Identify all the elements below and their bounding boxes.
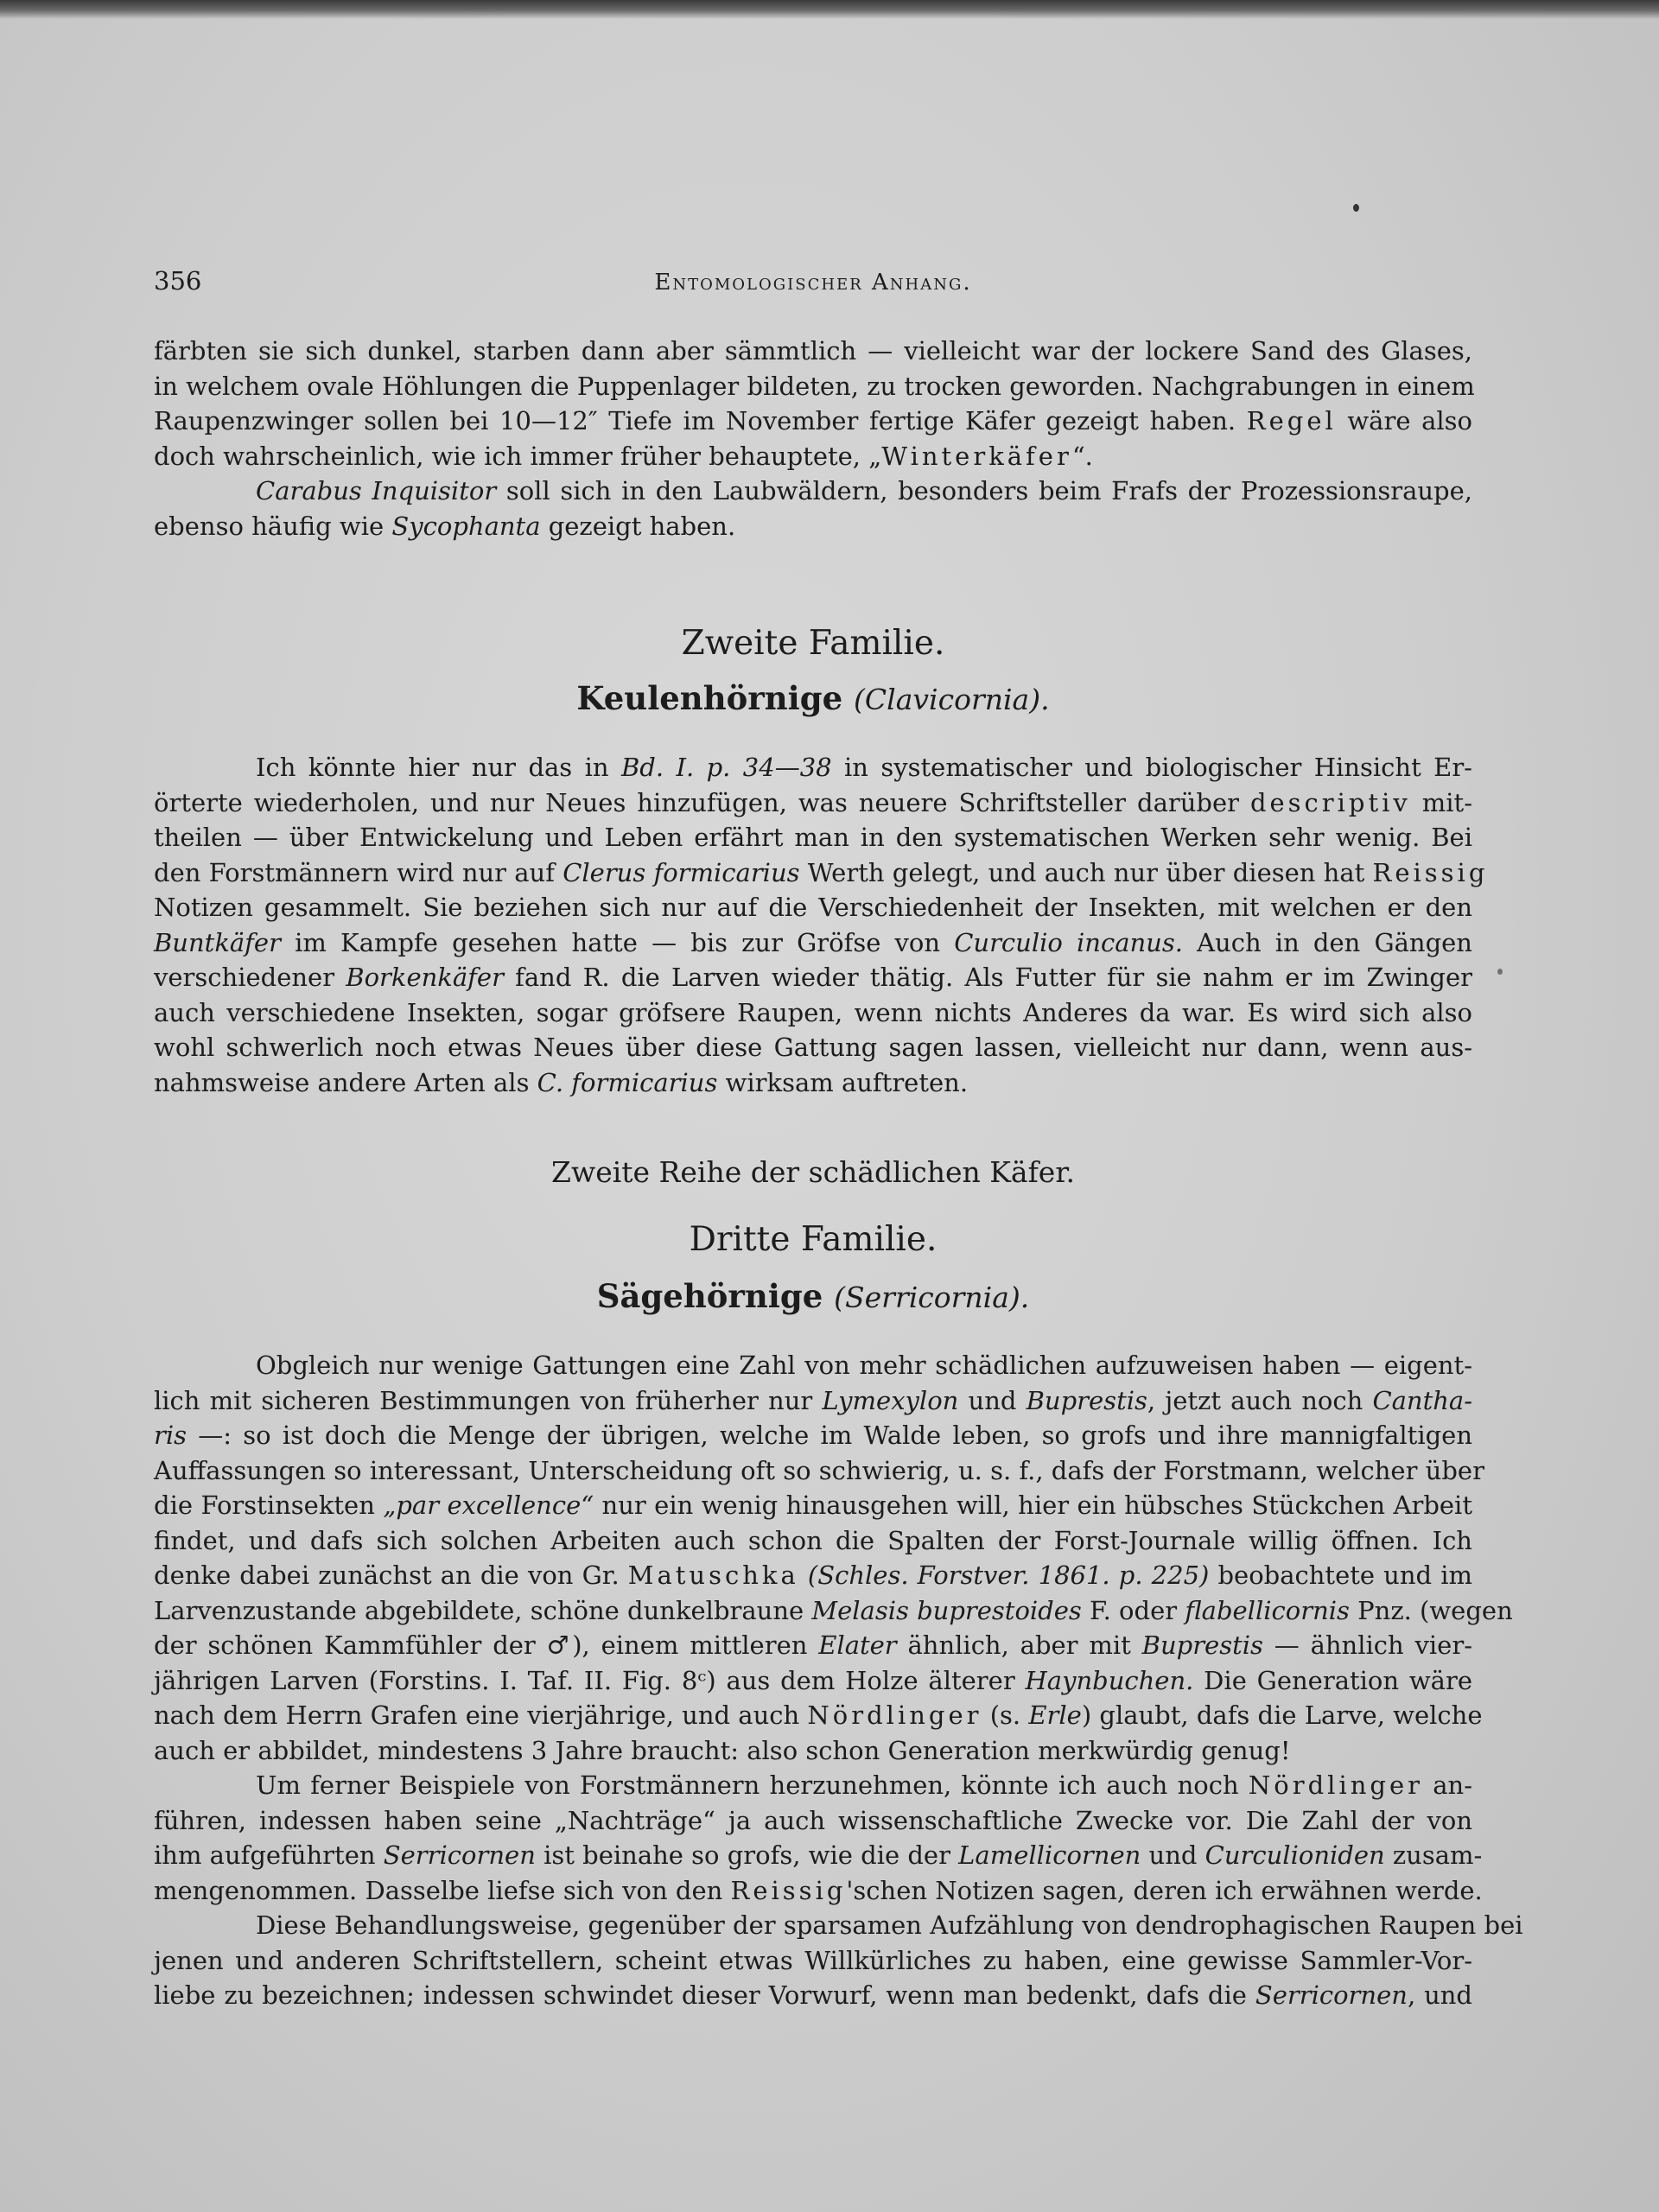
text-run: wirksam auftreten. xyxy=(717,1067,969,1097)
italic-term: Serricornen xyxy=(383,1840,536,1870)
text-run: , und xyxy=(1407,1980,1472,2010)
scan-top-edge xyxy=(0,0,1659,19)
text-run: in welchem ovale Höhlungen die Puppenlager bildeten, zu trocken geworden. Nachgrabungen in einem xyxy=(154,371,1475,401)
italic-term: Buprestis xyxy=(1141,1630,1263,1660)
text-line xyxy=(154,925,1472,961)
text-line xyxy=(154,1628,1472,1663)
text-line xyxy=(154,1523,1472,1559)
text-run: Raupenzwinger sollen bei 10—12″ Tiefe im November fertige Käfer gezeigt haben. xyxy=(154,406,1247,435)
text-run: liebe zu bezeichnen; indessen schwindet dieser Vorwurf, wenn man bedenkt, dafs die xyxy=(154,1980,1255,2010)
text-run: theilen — über Entwickelung und Leben erfährt man in den systematischen Werken sehr wenig. Bei xyxy=(154,823,1472,852)
text-line xyxy=(154,1453,1484,1489)
text-run: mengenommen. Dasselbe liefse sich von den xyxy=(154,1875,731,1905)
spaced-name: Reissig xyxy=(1372,857,1489,887)
italic-term: Cantha- xyxy=(1372,1385,1473,1415)
group-latin-name: (Clavicornia). xyxy=(854,683,1050,716)
group-latin-name: (Serricornia). xyxy=(834,1281,1030,1314)
italic-term: Carabus Inquisitor xyxy=(256,476,497,505)
italic-term: Haynbuchen. xyxy=(1025,1665,1194,1695)
text-run: nach dem Herrn Grafen eine vierjährige, und auch xyxy=(154,1700,808,1730)
italic-term: Serricornen xyxy=(1255,1980,1408,2010)
text-line xyxy=(154,369,1475,404)
text-run: soll sich in den Laubwäldern, besonders beim Frafs der Prozessionsraupe, xyxy=(496,476,1472,505)
spaced-name: Regel xyxy=(1246,406,1337,435)
text-run: Ich könnte hier nur das in xyxy=(256,753,621,782)
scan-dust-speck xyxy=(1353,204,1359,212)
text-run: auch er abbildet, mindestens 3 Jahre braucht: also schon Generation merkwürdig genug! xyxy=(154,1735,1291,1765)
text-run: ähnlich, aber mit xyxy=(896,1630,1142,1660)
page-number: 356 xyxy=(154,266,202,296)
text-run: ihm aufgeführten xyxy=(154,1840,384,1870)
text-line xyxy=(154,1383,1472,1419)
italic-term: (Schles. Forstver. 1861. p. 225) xyxy=(807,1560,1210,1590)
paragraph-block-2 xyxy=(154,750,1489,1100)
text-line xyxy=(154,1978,1472,2013)
text-run xyxy=(799,1560,808,1590)
text-line xyxy=(154,439,1472,474)
text-run: an- xyxy=(1422,1770,1473,1800)
text-line xyxy=(154,474,1472,509)
text-run: verschiedener xyxy=(154,963,346,992)
text-run: und xyxy=(958,1385,1027,1415)
text-line xyxy=(154,1768,1472,1803)
text-run: —: so ist doch die Menge der übrigen, welche im Walde leben, so grofs und ihre mannigfaltigen xyxy=(187,1421,1472,1450)
text-line xyxy=(154,509,1472,544)
group-heading-clavicornia xyxy=(154,679,1472,717)
text-run: nur ein wenig hinausgehen will, hier ein hübsches Stückchen Arbeit xyxy=(594,1491,1472,1520)
page-header xyxy=(154,266,1472,301)
text-line xyxy=(154,1558,1472,1593)
group-name: Sägehörnige xyxy=(596,1277,823,1315)
text-line xyxy=(154,1065,1472,1101)
text-run: zusam- xyxy=(1384,1840,1483,1870)
text-run: im Kampfe gesehen hatte — bis zur Gröfse von xyxy=(280,927,955,957)
italic-term: Borkenkäfer xyxy=(346,963,504,992)
text-run: gezeigt haben. xyxy=(540,511,736,541)
text-line xyxy=(154,1348,1472,1383)
series-heading: Zweite Reihe der schädlichen Käfer. xyxy=(551,1155,1075,1189)
text-run: Notizen gesammelt. Sie beziehen sich nur auf die Verschiedenheit der Insekten, mit welchen er den xyxy=(154,893,1472,922)
italic-term: Melasis buprestoides xyxy=(811,1595,1082,1625)
italic-term: Erle xyxy=(1028,1700,1082,1730)
text-run: Auffassungen so interessant, Unterscheidung oft so schwierig, u. s. f., dafs der Forstmann, welcher über xyxy=(154,1455,1484,1485)
text-run: ) glaubt, dafs die Larve, welche xyxy=(1081,1700,1483,1730)
text-run: und xyxy=(1141,1840,1205,1870)
italic-term: Curculioniden xyxy=(1205,1840,1385,1870)
text-run: Diese Behandlungsweise, gegenüber der sparsamen Aufzählung von dendrophagischen Raupen bei xyxy=(256,1910,1523,1940)
scan-dust-speck xyxy=(1497,969,1503,975)
text-run: färbten sie sich dunkel, starben dann aber sämmtlich — vielleicht war der lockere Sand des Glases, xyxy=(154,336,1472,365)
text-run: “. xyxy=(1071,441,1093,471)
text-line xyxy=(154,334,1472,369)
text-line xyxy=(154,1908,1523,1943)
text-run: Pnz. (wegen xyxy=(1349,1595,1513,1625)
running-head: Entomologischer Anhang. xyxy=(654,270,972,296)
text-run: 'schen Notizen sagen, deren ich erwähnen werde. xyxy=(846,1875,1483,1905)
text-run: ebenso häufig wie xyxy=(154,511,392,541)
group-name: Keulenhörnige xyxy=(576,679,843,717)
text-run: , jetzt auch noch xyxy=(1147,1385,1373,1415)
text-run: in systematischer und biologischer Hinsicht Er- xyxy=(831,753,1472,782)
text-line xyxy=(154,404,1472,439)
spaced-name: descriptiv xyxy=(1249,787,1411,817)
text-line xyxy=(154,820,1472,855)
text-run: örterte wiederholen, und nur Neues hinzufügen, was neuere Schriftsteller darüber xyxy=(154,787,1250,817)
family-heading-2: Zweite Familie. xyxy=(681,624,945,663)
text-run: auch verschiedene Insekten, sogar gröfsere Raupen, wenn nichts Anderes da war. Es wird sich also xyxy=(154,997,1472,1027)
text-run: denke dabei zunächst an die von Gr. xyxy=(154,1560,628,1590)
text-line xyxy=(154,1593,1513,1629)
text-run: beobachtete und im xyxy=(1209,1560,1472,1590)
spaced-name: Winterkäfer xyxy=(881,441,1072,471)
text-run: wäre also xyxy=(1336,406,1473,435)
text-line xyxy=(154,1663,1472,1699)
text-run: Larvenzustande abgebildete, schöne dunkelbraune xyxy=(154,1595,812,1625)
italic-term: Buntkäfer xyxy=(154,927,281,957)
italic-term: Elater xyxy=(818,1630,897,1660)
text-run: Werth gelegt, und auch nur über diesen hat xyxy=(799,857,1373,887)
text-run: mit- xyxy=(1410,787,1472,817)
text-line xyxy=(154,855,1489,891)
text-run: ist beinahe so grofs, wie die der xyxy=(535,1840,959,1870)
text-line xyxy=(154,1873,1483,1909)
text-run: den Forstmännern wird nur auf xyxy=(154,857,563,887)
italic-term: Lamellicornen xyxy=(958,1840,1141,1870)
text-line xyxy=(154,1488,1472,1523)
text-run: führen, indessen haben seine „Nachträge“ ja auch wissenschaftliche Zwecke vor. Die Zahl der von xyxy=(154,1805,1472,1835)
text-line xyxy=(154,1030,1472,1065)
text-line xyxy=(154,1418,1472,1453)
italic-term: Curculio incanus. xyxy=(954,927,1183,957)
italic-term: Lymexylon xyxy=(822,1385,959,1415)
text-run: Obgleich nur wenige Gattungen eine Zahl von mehr schädlichen aufzuweisen haben — eigent- xyxy=(256,1351,1472,1380)
italic-term: flabellicornis xyxy=(1185,1595,1350,1625)
italic-term: Buprestis xyxy=(1026,1385,1147,1415)
text-run: jenen und anderen Schriftstellern, scheint etwas Willkürliches zu haben, eine gewisse Sammler-Vor- xyxy=(154,1945,1472,1975)
text-line xyxy=(154,1733,1472,1769)
family-heading-3: Dritte Familie. xyxy=(689,1220,938,1259)
paragraph-block-3 xyxy=(154,1348,1523,2013)
text-line xyxy=(154,890,1472,925)
text-run: der schönen Kammfühler der ♂), einem mittleren xyxy=(154,1630,819,1660)
spaced-name: Matuschka xyxy=(627,1560,799,1590)
spaced-name: Nördlinger xyxy=(1248,1770,1423,1800)
italic-term: „par excellence“ xyxy=(383,1491,594,1520)
text-run: fand R. die Larven wieder thätig. Als Futter für sie nahm er im Zwinger xyxy=(503,963,1472,992)
text-run: Die Generation wäre xyxy=(1193,1665,1472,1695)
spaced-name: Reissig xyxy=(730,1875,847,1905)
italic-term: ris xyxy=(154,1421,188,1450)
italic-term: Bd. I. p. 34—38 xyxy=(620,753,832,782)
text-line xyxy=(154,1838,1483,1873)
italic-term: Clerus formicarius xyxy=(563,857,800,887)
text-line xyxy=(154,1943,1472,1979)
text-run: doch wahrscheinlich, wie ich immer früher behauptete, „ xyxy=(154,441,882,471)
text-line xyxy=(154,750,1472,785)
italic-term: Sycophanta xyxy=(391,511,541,541)
text-line xyxy=(154,785,1472,821)
paragraph-block-1 xyxy=(154,334,1475,543)
text-run: jährigen Larven (Forstins. I. Taf. II. Fig. 8ᶜ) aus dem Holze älterer xyxy=(154,1665,1026,1695)
text-run: Um ferner Beispiele von Forstmännern herzunehmen, könnte ich auch noch xyxy=(256,1770,1249,1800)
group-heading-serricornia xyxy=(154,1277,1472,1315)
text-run: lich mit sicheren Bestimmungen von früherher nur xyxy=(154,1385,823,1415)
text-run: — ähnlich vier- xyxy=(1262,1630,1473,1660)
text-line xyxy=(154,995,1472,1031)
text-line xyxy=(154,1803,1472,1839)
text-line xyxy=(154,960,1472,995)
text-line xyxy=(154,1698,1483,1733)
spaced-name: Nördlinger xyxy=(807,1700,982,1730)
text-run: nahmsweise andere Arten als xyxy=(154,1067,537,1097)
text-run: wohl schwerlich noch etwas Neues über diese Gattung sagen lassen, vielleicht nur dann, wenn aus- xyxy=(154,1033,1472,1062)
text-run: Auch in den Gängen xyxy=(1182,927,1472,957)
text-run: findet, und dafs sich solchen Arbeiten auch schon die Spalten der Forst-Journale willig öffnen. Ich xyxy=(154,1525,1472,1555)
text-run: die Forstinsekten xyxy=(154,1491,384,1520)
italic-term: C. formicarius xyxy=(537,1067,718,1097)
text-run: F. oder xyxy=(1081,1595,1185,1625)
text-run: (s. xyxy=(982,1700,1029,1730)
